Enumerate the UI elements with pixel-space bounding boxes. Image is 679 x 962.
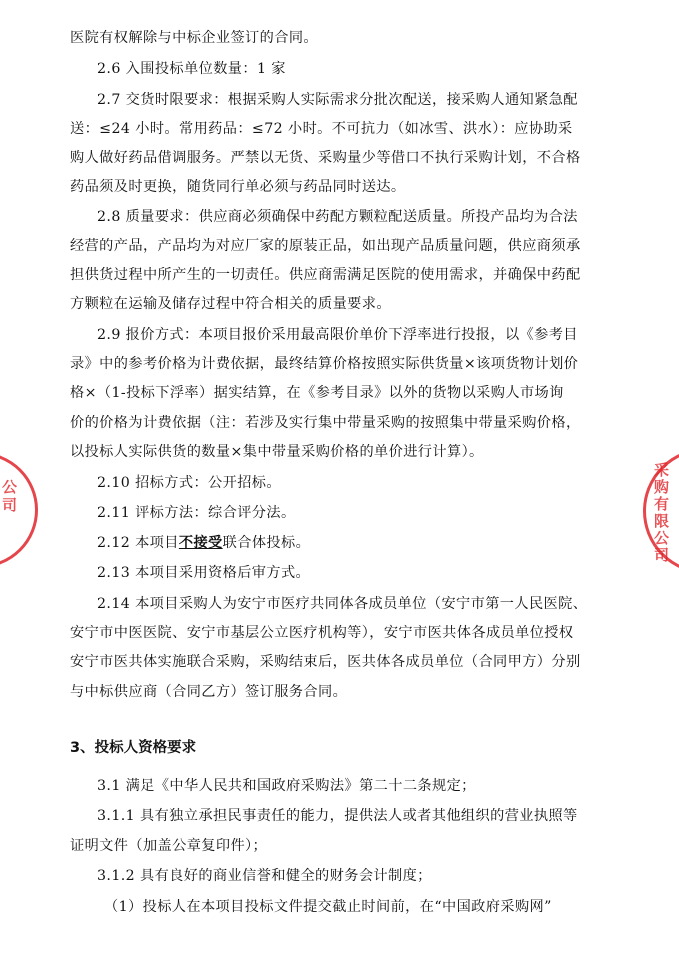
text-line: 以投标人实际供货的数量×集中带量采购价格的单价进行计算）。	[70, 444, 484, 460]
text-line: 与中标供应商（合同乙方）签订服务合同。	[70, 684, 348, 700]
text-2-12-suffix: 联合体投标。	[222, 535, 311, 551]
text-line-2-10: 2.10 招标方式：公开招标。	[97, 475, 281, 491]
text-line-2-7: 2.7 交货时限要求：根据采购人实际需求分批次配送，接采购人通知紧急配	[97, 92, 578, 108]
text-line-2-11: 2.11 评标方法：综合评分法。	[97, 505, 296, 521]
text-2-12-prefix: 2.12 本项目	[97, 535, 179, 551]
text-line-3-1: 3.1 满足《中华人民共和国政府采购法》第二十二条规定；	[97, 778, 476, 794]
text-line: 送：≤24 小时。常用药品：≤72 小时。不可抗力（如冰雪、洪水）：应协助采	[70, 121, 573, 137]
text-line-2-12	[97, 533, 679, 553]
text-line-2-9: 2.9 报价方式：本项目报价采用最高限价单价下浮率进行投报，以《参考目	[97, 327, 578, 343]
seal-text-right: 采购有限公司	[654, 461, 670, 564]
text-line: 担供货过程中所产生的一切责任。供应商需满足医院的使用需求，并确保中药配	[70, 267, 581, 283]
text-line: 格×（1-投标下浮率）据实结算，在《参考目录》以外的货物以采购人市场询	[70, 385, 564, 401]
text-line: 方颗粒在运输及储存过程中符合相关的质量要求。	[70, 296, 391, 312]
text-line: 医院有权解除与中标企业签订的合同。	[70, 30, 318, 46]
text-2-12-emphasis: 不接受	[178, 535, 223, 551]
text-line: 录》中的参考价格为计费依据，最终结算价格按照实际供货量×该项货物计划价	[70, 356, 579, 372]
text-line: 安宁市医共体实施联合采购，采购结束后，医共体各成员单位（合同甲方）分别	[70, 654, 581, 670]
section-heading: 3、投标人资格要求	[70, 740, 197, 756]
text-line-2-14: 2.14 本项目采购人为安宁市医疗共同体各成员单位（安宁市第一人民医院、	[97, 596, 588, 612]
text-line: 购人做好药品借调服务。严禁以无货、采购量少等借口不执行采购计划，不合格	[70, 150, 581, 166]
text-line: 药品须及时更换，随货同行单必须与药品同时送达。	[70, 179, 406, 195]
text-line-2-8: 2.8 质量要求：供应商必须确保中药配方颗粒配送质量。所投产品均为合法	[97, 209, 578, 225]
text-line-3-1-2: 3.1.2 具有良好的商业信誉和健全的财务会计制度；	[97, 868, 432, 884]
seal-text-left: 公司	[2, 478, 18, 514]
text-line: 安宁市中医医院、安宁市基层公立医疗机构等），安宁市医共体各成员单位授权	[70, 625, 574, 641]
text-line: 证明文件（加盖公章复印件）；	[70, 838, 268, 854]
text-line: 经营的产品，产品均为对应厂家的原装正品，如出现产品质量问题，供应商须承	[70, 238, 581, 254]
text-line-2-13: 2.13 本项目采用资格后审方式。	[97, 565, 311, 581]
text-line: 价的价格为计费依据（注：若涉及实行集中带量采购的按照集中带量采购价格，	[70, 415, 581, 431]
text-line-2-6: 2.6 入围投标单位数量：1 家	[97, 61, 286, 77]
text-line-item-1: （1）投标人在本项目投标文件提交截止时间前，在“中国政府采购网”	[104, 899, 552, 915]
text-line-3-1-1: 3.1.1 具有独立承担民事责任的能力，提供法人或者其他组织的营业执照等	[97, 808, 578, 824]
